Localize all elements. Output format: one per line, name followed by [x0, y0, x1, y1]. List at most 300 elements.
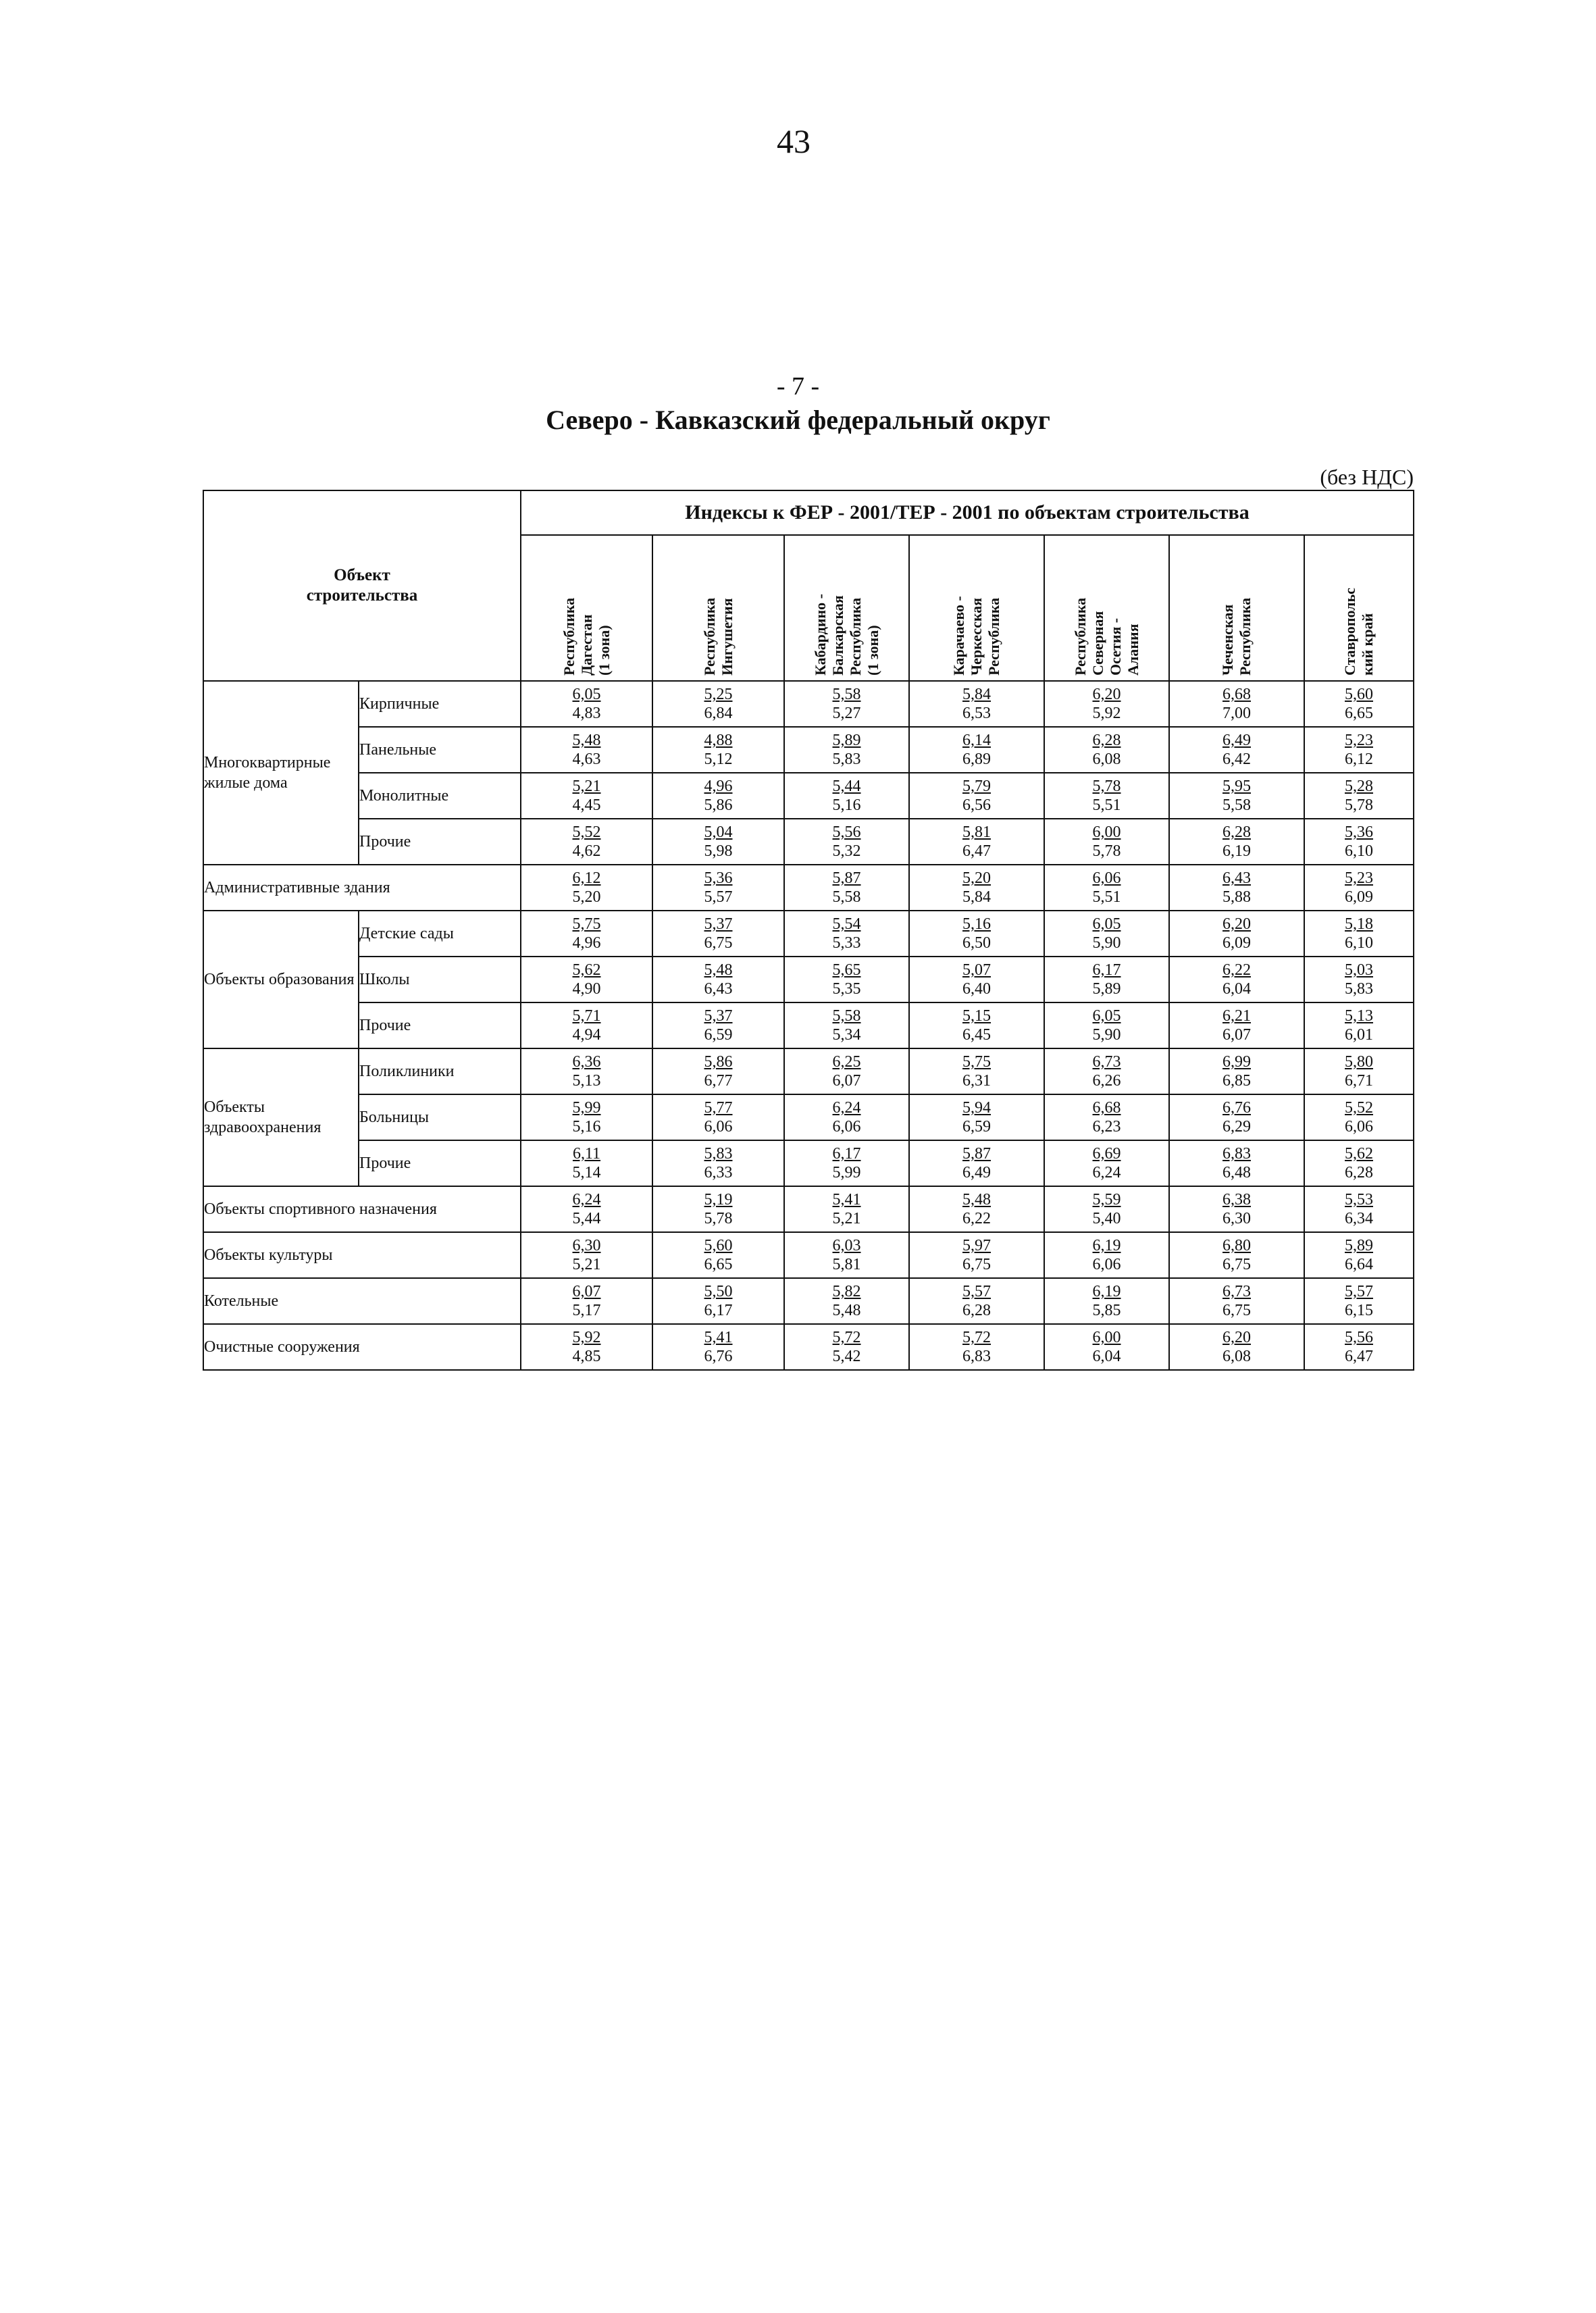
- index-cell: [1304, 1048, 1414, 1094]
- index-value-top: 5,77: [704, 1099, 733, 1117]
- index-cell: [909, 1094, 1044, 1140]
- index-cell: [521, 819, 652, 865]
- index-cell: [1169, 1094, 1304, 1140]
- index-value-bottom: 6,01: [1345, 1026, 1373, 1044]
- index-value-top: 5,28: [1345, 778, 1373, 795]
- index-value-top: 5,82: [832, 1283, 861, 1300]
- index-cell: [521, 1094, 652, 1140]
- index-value-top: 5,56: [1345, 1329, 1373, 1346]
- index-value-bottom: 5,21: [572, 1256, 601, 1273]
- index-value-bottom: 6,59: [704, 1026, 733, 1044]
- index-value-bottom: 6,30: [1222, 1210, 1251, 1227]
- subcategory-label: Прочие: [359, 1002, 521, 1048]
- index-cell: [784, 819, 909, 865]
- index-value-top: 6,24: [832, 1099, 861, 1117]
- index-value-bottom: 6,50: [962, 934, 991, 952]
- index-value-bottom: 5,57: [704, 888, 733, 906]
- index-value-bottom: 5,89: [1092, 980, 1121, 998]
- index-value-top: 5,41: [832, 1191, 861, 1209]
- index-cell: [521, 681, 652, 727]
- index-value-bottom: 4,90: [572, 980, 601, 998]
- index-value-top: 6,73: [1092, 1053, 1121, 1071]
- subcategory-label: Прочие: [359, 1140, 521, 1186]
- index-value-top: 6,36: [572, 1053, 601, 1071]
- index-cell: [521, 911, 652, 957]
- index-value-bottom: 5,51: [1092, 888, 1121, 906]
- index-cell: [784, 773, 909, 819]
- index-value-bottom: 6,45: [962, 1026, 991, 1044]
- region-header: Республика Ингушетия: [652, 535, 784, 681]
- category-label: Объекты здравоохранения: [203, 1048, 359, 1186]
- index-cell: [1044, 1002, 1169, 1048]
- index-value-bottom: 6,09: [1345, 888, 1373, 906]
- index-cell: [1044, 727, 1169, 773]
- index-value-bottom: 5,17: [572, 1302, 601, 1319]
- region-header: Карачаево - Черкесская Республика: [909, 535, 1044, 681]
- index-value-top: 6,28: [1092, 732, 1121, 749]
- index-cell: [909, 1048, 1044, 1094]
- index-value-bottom: 6,49: [962, 1164, 991, 1181]
- index-value-top: 4,96: [704, 778, 733, 795]
- index-value-bottom: 6,65: [1345, 705, 1373, 722]
- index-value-top: 6,20: [1222, 915, 1251, 933]
- table-row: [203, 1186, 1414, 1232]
- table-row: [203, 681, 1414, 727]
- index-value-bottom: 6,75: [1222, 1256, 1251, 1273]
- index-value-top: 5,72: [962, 1329, 991, 1346]
- index-value-top: 5,95: [1222, 778, 1251, 795]
- index-value-bottom: 6,47: [1345, 1348, 1373, 1365]
- index-value-bottom: 6,40: [962, 980, 991, 998]
- index-value-top: 6,24: [572, 1191, 601, 1209]
- index-value-bottom: 5,81: [832, 1256, 861, 1273]
- subcategory-label: Школы: [359, 957, 521, 1002]
- index-cell: [1304, 727, 1414, 773]
- index-value-bottom: 6,08: [1092, 751, 1121, 768]
- index-value-top: 5,84: [962, 686, 991, 703]
- index-value-bottom: 6,19: [1222, 842, 1251, 860]
- index-cell: [784, 727, 909, 773]
- index-cell: [784, 1048, 909, 1094]
- index-cell: [652, 819, 784, 865]
- index-cell: [909, 865, 1044, 911]
- index-cell: [652, 681, 784, 727]
- index-value-bottom: 6,76: [704, 1348, 733, 1365]
- index-cell: [652, 1186, 784, 1232]
- subcategory-label: Поликлиники: [359, 1048, 521, 1094]
- index-value-top: 5,15: [962, 1007, 991, 1025]
- index-cell: [1304, 911, 1414, 957]
- region-header: Кабардино - Балкарская Республика (1 зона): [784, 535, 909, 681]
- subcategory-label: Монолитные: [359, 773, 521, 819]
- index-value-top: 5,60: [1345, 686, 1373, 703]
- index-value-bottom: 6,56: [962, 796, 991, 814]
- index-value-bottom: 4,94: [572, 1026, 601, 1044]
- index-value-bottom: 5,99: [832, 1164, 861, 1181]
- index-value-bottom: 6,26: [1092, 1072, 1121, 1090]
- index-value-top: 5,80: [1345, 1053, 1373, 1071]
- index-value-bottom: 5,51: [1092, 796, 1121, 814]
- index-value-bottom: 6,85: [1222, 1072, 1251, 1090]
- index-cell: [909, 911, 1044, 957]
- index-cell: [1169, 1278, 1304, 1324]
- index-value-top: 6,17: [832, 1145, 861, 1163]
- index-value-top: 6,49: [1222, 732, 1251, 749]
- index-value-top: 5,57: [962, 1283, 991, 1300]
- index-cell: [1304, 1278, 1414, 1324]
- index-value-bottom: 6,29: [1222, 1118, 1251, 1136]
- index-value-bottom: 6,12: [1345, 751, 1373, 768]
- index-value-top: 5,48: [962, 1191, 991, 1209]
- index-value-bottom: 5,13: [572, 1072, 601, 1090]
- index-cell: [1169, 681, 1304, 727]
- index-value-top: 6,76: [1222, 1099, 1251, 1117]
- index-value-top: 5,19: [704, 1191, 733, 1209]
- index-cell: [521, 957, 652, 1002]
- index-value-bottom: 6,75: [962, 1256, 991, 1273]
- index-value-top: 6,99: [1222, 1053, 1251, 1071]
- index-value-top: 5,07: [962, 961, 991, 979]
- index-value-top: 5,03: [1345, 961, 1373, 979]
- index-value-bottom: 5,33: [832, 934, 861, 952]
- index-value-bottom: 4,96: [572, 934, 601, 952]
- index-value-top: 5,99: [572, 1099, 601, 1117]
- index-value-top: 6,05: [572, 686, 601, 703]
- index-value-top: 5,50: [704, 1283, 733, 1300]
- category-label: Котельные: [203, 1278, 521, 1324]
- index-value-bottom: 6,59: [962, 1118, 991, 1136]
- subcategory-label: Больницы: [359, 1094, 521, 1140]
- index-value-top: 6,21: [1222, 1007, 1251, 1025]
- index-value-bottom: 5,34: [832, 1026, 861, 1044]
- index-value-top: 5,65: [832, 961, 861, 979]
- index-header: Индексы к ФЕР - 2001/ТЕР - 2001 по объектам строительства: [521, 490, 1414, 535]
- index-value-bottom: 5,83: [1345, 980, 1373, 998]
- index-value-bottom: 6,65: [704, 1256, 733, 1273]
- index-value-top: 5,89: [832, 732, 861, 749]
- index-value-top: 5,81: [962, 823, 991, 841]
- index-value-top: 5,87: [962, 1145, 991, 1163]
- index-cell: [652, 1278, 784, 1324]
- index-value-bottom: 6,89: [962, 751, 991, 768]
- index-cell: [1304, 1324, 1414, 1370]
- index-value-top: 6,73: [1222, 1283, 1251, 1300]
- index-cell: [521, 1002, 652, 1048]
- index-value-top: 5,13: [1345, 1007, 1373, 1025]
- index-value-bottom: 6,34: [1345, 1210, 1373, 1227]
- index-value-top: 5,52: [572, 823, 601, 841]
- index-cell: [652, 727, 784, 773]
- index-value-bottom: 5,78: [1345, 796, 1373, 814]
- index-value-bottom: 6,71: [1345, 1072, 1373, 1090]
- index-cell: [1044, 1232, 1169, 1278]
- index-value-top: 5,62: [572, 961, 601, 979]
- table-row: [203, 1140, 1414, 1186]
- index-value-top: 5,48: [572, 732, 601, 749]
- page-title: Северо - Кавказский федеральный округ: [546, 405, 1050, 435]
- index-value-top: 6,43: [1222, 869, 1251, 887]
- index-value-bottom: 6,24: [1092, 1164, 1121, 1181]
- table-row: [203, 1048, 1414, 1094]
- index-value-bottom: 4,83: [572, 705, 601, 722]
- index-cell: [1044, 819, 1169, 865]
- index-value-top: 5,71: [572, 1007, 601, 1025]
- index-cell: [1169, 865, 1304, 911]
- table-row: [203, 1324, 1414, 1370]
- index-cell: [652, 1048, 784, 1094]
- index-value-top: 5,60: [704, 1237, 733, 1254]
- index-cell: [909, 773, 1044, 819]
- index-value-bottom: 5,88: [1222, 888, 1251, 906]
- index-cell: [1169, 1232, 1304, 1278]
- index-value-top: 6,17: [1092, 961, 1121, 979]
- index-value-top: 5,89: [1345, 1237, 1373, 1254]
- index-cell: [784, 1140, 909, 1186]
- index-cell: [521, 865, 652, 911]
- index-cell: [784, 1324, 909, 1370]
- index-value-top: 6,20: [1092, 686, 1121, 703]
- index-value-top: 6,19: [1092, 1237, 1121, 1254]
- index-cell: [1169, 911, 1304, 957]
- index-value-bottom: 5,90: [1092, 934, 1121, 952]
- index-value-bottom: 6,06: [832, 1118, 861, 1136]
- index-value-top: 5,23: [1345, 732, 1373, 749]
- index-value-top: 6,69: [1092, 1145, 1121, 1163]
- index-value-top: 5,44: [832, 778, 861, 795]
- index-value-top: 5,54: [832, 915, 861, 933]
- index-cell: [521, 1278, 652, 1324]
- index-cell: [1304, 819, 1414, 865]
- index-value-bottom: 5,16: [832, 796, 861, 814]
- index-cell: [521, 1324, 652, 1370]
- table-row: [203, 727, 1414, 773]
- index-value-bottom: 6,48: [1222, 1164, 1251, 1181]
- object-header: Объект строительства: [203, 490, 521, 681]
- index-cell: [652, 1002, 784, 1048]
- category-label: Административные здания: [203, 865, 521, 911]
- index-value-bottom: 6,77: [704, 1072, 733, 1090]
- index-value-bottom: 5,92: [1092, 705, 1121, 722]
- index-value-top: 5,25: [704, 686, 733, 703]
- index-cell: [652, 865, 784, 911]
- index-value-bottom: 6,07: [1222, 1026, 1251, 1044]
- index-value-top: 5,83: [704, 1145, 733, 1163]
- section-number: - 7 -: [776, 372, 820, 401]
- index-value-bottom: 6,04: [1222, 980, 1251, 998]
- table-row: [203, 1232, 1414, 1278]
- index-cell: [1169, 1048, 1304, 1094]
- index-value-bottom: 5,27: [832, 705, 861, 722]
- index-value-top: 5,41: [704, 1329, 733, 1346]
- index-value-bottom: 6,09: [1222, 934, 1251, 952]
- index-cell: [1044, 1278, 1169, 1324]
- index-value-top: 5,72: [832, 1329, 861, 1346]
- index-value-top: 6,83: [1222, 1145, 1251, 1163]
- index-value-bottom: 6,83: [962, 1348, 991, 1365]
- index-value-bottom: 6,84: [704, 705, 733, 722]
- index-value-bottom: 4,45: [572, 796, 601, 814]
- index-cell: [1169, 773, 1304, 819]
- index-value-bottom: 5,58: [832, 888, 861, 906]
- index-cell: [652, 773, 784, 819]
- index-value-top: 6,25: [832, 1053, 861, 1071]
- index-value-bottom: 6,10: [1345, 934, 1373, 952]
- index-value-top: 6,20: [1222, 1329, 1251, 1346]
- index-cell: [521, 773, 652, 819]
- index-cell: [1169, 727, 1304, 773]
- index-value-bottom: 5,32: [832, 842, 861, 860]
- index-cell: [1304, 957, 1414, 1002]
- index-cell: [521, 1232, 652, 1278]
- index-cell: [1169, 1140, 1304, 1186]
- index-value-bottom: 7,00: [1222, 705, 1251, 722]
- index-value-bottom: 5,14: [572, 1164, 601, 1181]
- index-cell: [1044, 1140, 1169, 1186]
- region-header: Чеченская Республика: [1169, 535, 1304, 681]
- index-value-top: 5,87: [832, 869, 861, 887]
- index-value-bottom: 5,58: [1222, 796, 1251, 814]
- index-cell: [1304, 1232, 1414, 1278]
- index-value-top: 5,18: [1345, 915, 1373, 933]
- index-value-top: 6,11: [572, 1145, 601, 1163]
- subcategory-label: Прочие: [359, 819, 521, 865]
- index-value-top: 6,03: [832, 1237, 861, 1254]
- index-value-bottom: 5,40: [1092, 1210, 1121, 1227]
- table-row: [203, 957, 1414, 1002]
- index-value-top: 5,59: [1092, 1191, 1121, 1209]
- index-value-top: 5,36: [1345, 823, 1373, 841]
- index-cell: [1304, 773, 1414, 819]
- table-row: [203, 865, 1414, 911]
- index-value-top: 5,48: [704, 961, 733, 979]
- index-cell: [1044, 1094, 1169, 1140]
- index-value-bottom: 6,64: [1345, 1256, 1373, 1273]
- index-value-top: 5,92: [572, 1329, 601, 1346]
- index-value-top: 4,88: [704, 732, 733, 749]
- index-value-bottom: 6,42: [1222, 751, 1251, 768]
- category-label: Очистные сооружения: [203, 1324, 521, 1370]
- index-value-top: 6,06: [1092, 869, 1121, 887]
- index-table: [203, 490, 1414, 1371]
- index-value-top: 6,19: [1092, 1283, 1121, 1300]
- index-value-top: 6,80: [1222, 1237, 1251, 1254]
- region-header: Ставропольс кий край: [1304, 535, 1414, 681]
- index-value-bottom: 6,06: [704, 1118, 733, 1136]
- category-label: Многоквартирные жилые дома: [203, 681, 359, 865]
- index-value-top: 5,23: [1345, 869, 1373, 887]
- index-value-top: 5,58: [832, 686, 861, 703]
- index-value-top: 5,20: [962, 869, 991, 887]
- table-row: [203, 1278, 1414, 1324]
- index-cell: [1044, 911, 1169, 957]
- index-value-top: 6,07: [572, 1283, 601, 1300]
- subcategory-label: Панельные: [359, 727, 521, 773]
- index-value-top: 6,14: [962, 732, 991, 749]
- category-label: Объекты культуры: [203, 1232, 521, 1278]
- category-label: Объекты спортивного назначения: [203, 1186, 521, 1232]
- index-value-top: 5,37: [704, 915, 733, 933]
- index-value-bottom: 4,85: [572, 1348, 601, 1365]
- index-cell: [1304, 1094, 1414, 1140]
- index-cell: [1044, 865, 1169, 911]
- index-cell: [909, 1186, 1044, 1232]
- table-row: [203, 1094, 1414, 1140]
- index-cell: [1044, 1324, 1169, 1370]
- index-value-top: 6,05: [1092, 1007, 1121, 1025]
- index-value-bottom: 6,75: [1222, 1302, 1251, 1319]
- index-cell: [909, 1140, 1044, 1186]
- index-value-top: 5,52: [1345, 1099, 1373, 1117]
- index-cell: [1304, 1002, 1414, 1048]
- index-cell: [652, 1094, 784, 1140]
- index-value-top: 5,86: [704, 1053, 733, 1071]
- index-cell: [652, 1324, 784, 1370]
- index-cell: [1169, 1002, 1304, 1048]
- index-cell: [784, 1278, 909, 1324]
- index-cell: [1304, 681, 1414, 727]
- index-value-bottom: 6,28: [962, 1302, 991, 1319]
- table-row: [203, 773, 1414, 819]
- index-value-bottom: 4,62: [572, 842, 601, 860]
- index-value-bottom: 6,17: [704, 1302, 733, 1319]
- region-header: Республика Северная Осетия - Алания: [1044, 535, 1169, 681]
- index-cell: [652, 1140, 784, 1186]
- index-cell: [784, 1094, 909, 1140]
- index-value-bottom: 6,53: [962, 705, 991, 722]
- index-cell: [909, 1324, 1044, 1370]
- index-value-bottom: 5,83: [832, 751, 861, 768]
- table-row: [203, 819, 1414, 865]
- index-value-bottom: 5,42: [832, 1348, 861, 1365]
- index-cell: [652, 957, 784, 1002]
- index-cell: [652, 1232, 784, 1278]
- index-value-top: 5,36: [704, 869, 733, 887]
- index-value-top: 5,53: [1345, 1191, 1373, 1209]
- index-cell: [521, 1140, 652, 1186]
- index-value-bottom: 6,10: [1345, 842, 1373, 860]
- index-value-top: 5,94: [962, 1099, 991, 1117]
- index-cell: [521, 727, 652, 773]
- index-cell: [909, 1232, 1044, 1278]
- index-value-top: 6,28: [1222, 823, 1251, 841]
- index-cell: [1044, 773, 1169, 819]
- index-value-top: 6,00: [1092, 823, 1121, 841]
- index-value-bottom: 6,33: [704, 1164, 733, 1181]
- index-cell: [909, 819, 1044, 865]
- index-value-bottom: 5,21: [832, 1210, 861, 1227]
- index-value-bottom: 5,98: [704, 842, 733, 860]
- index-value-bottom: 5,78: [704, 1210, 733, 1227]
- index-cell: [1169, 1324, 1304, 1370]
- index-cell: [1044, 957, 1169, 1002]
- index-value-top: 5,79: [962, 778, 991, 795]
- index-value-top: 5,56: [832, 823, 861, 841]
- index-value-bottom: 4,63: [572, 751, 601, 768]
- subcategory-label: Кирпичные: [359, 681, 521, 727]
- index-value-top: 6,30: [572, 1237, 601, 1254]
- index-value-bottom: 6,22: [962, 1210, 991, 1227]
- index-cell: [1304, 1186, 1414, 1232]
- index-value-bottom: 5,85: [1092, 1302, 1121, 1319]
- index-cell: [784, 1232, 909, 1278]
- index-value-bottom: 6,23: [1092, 1118, 1121, 1136]
- index-value-bottom: 6,47: [962, 842, 991, 860]
- table-body: [203, 681, 1414, 1370]
- index-value-top: 5,57: [1345, 1283, 1373, 1300]
- index-value-bottom: 5,44: [572, 1210, 601, 1227]
- index-cell: [909, 1278, 1044, 1324]
- index-cell: [784, 957, 909, 1002]
